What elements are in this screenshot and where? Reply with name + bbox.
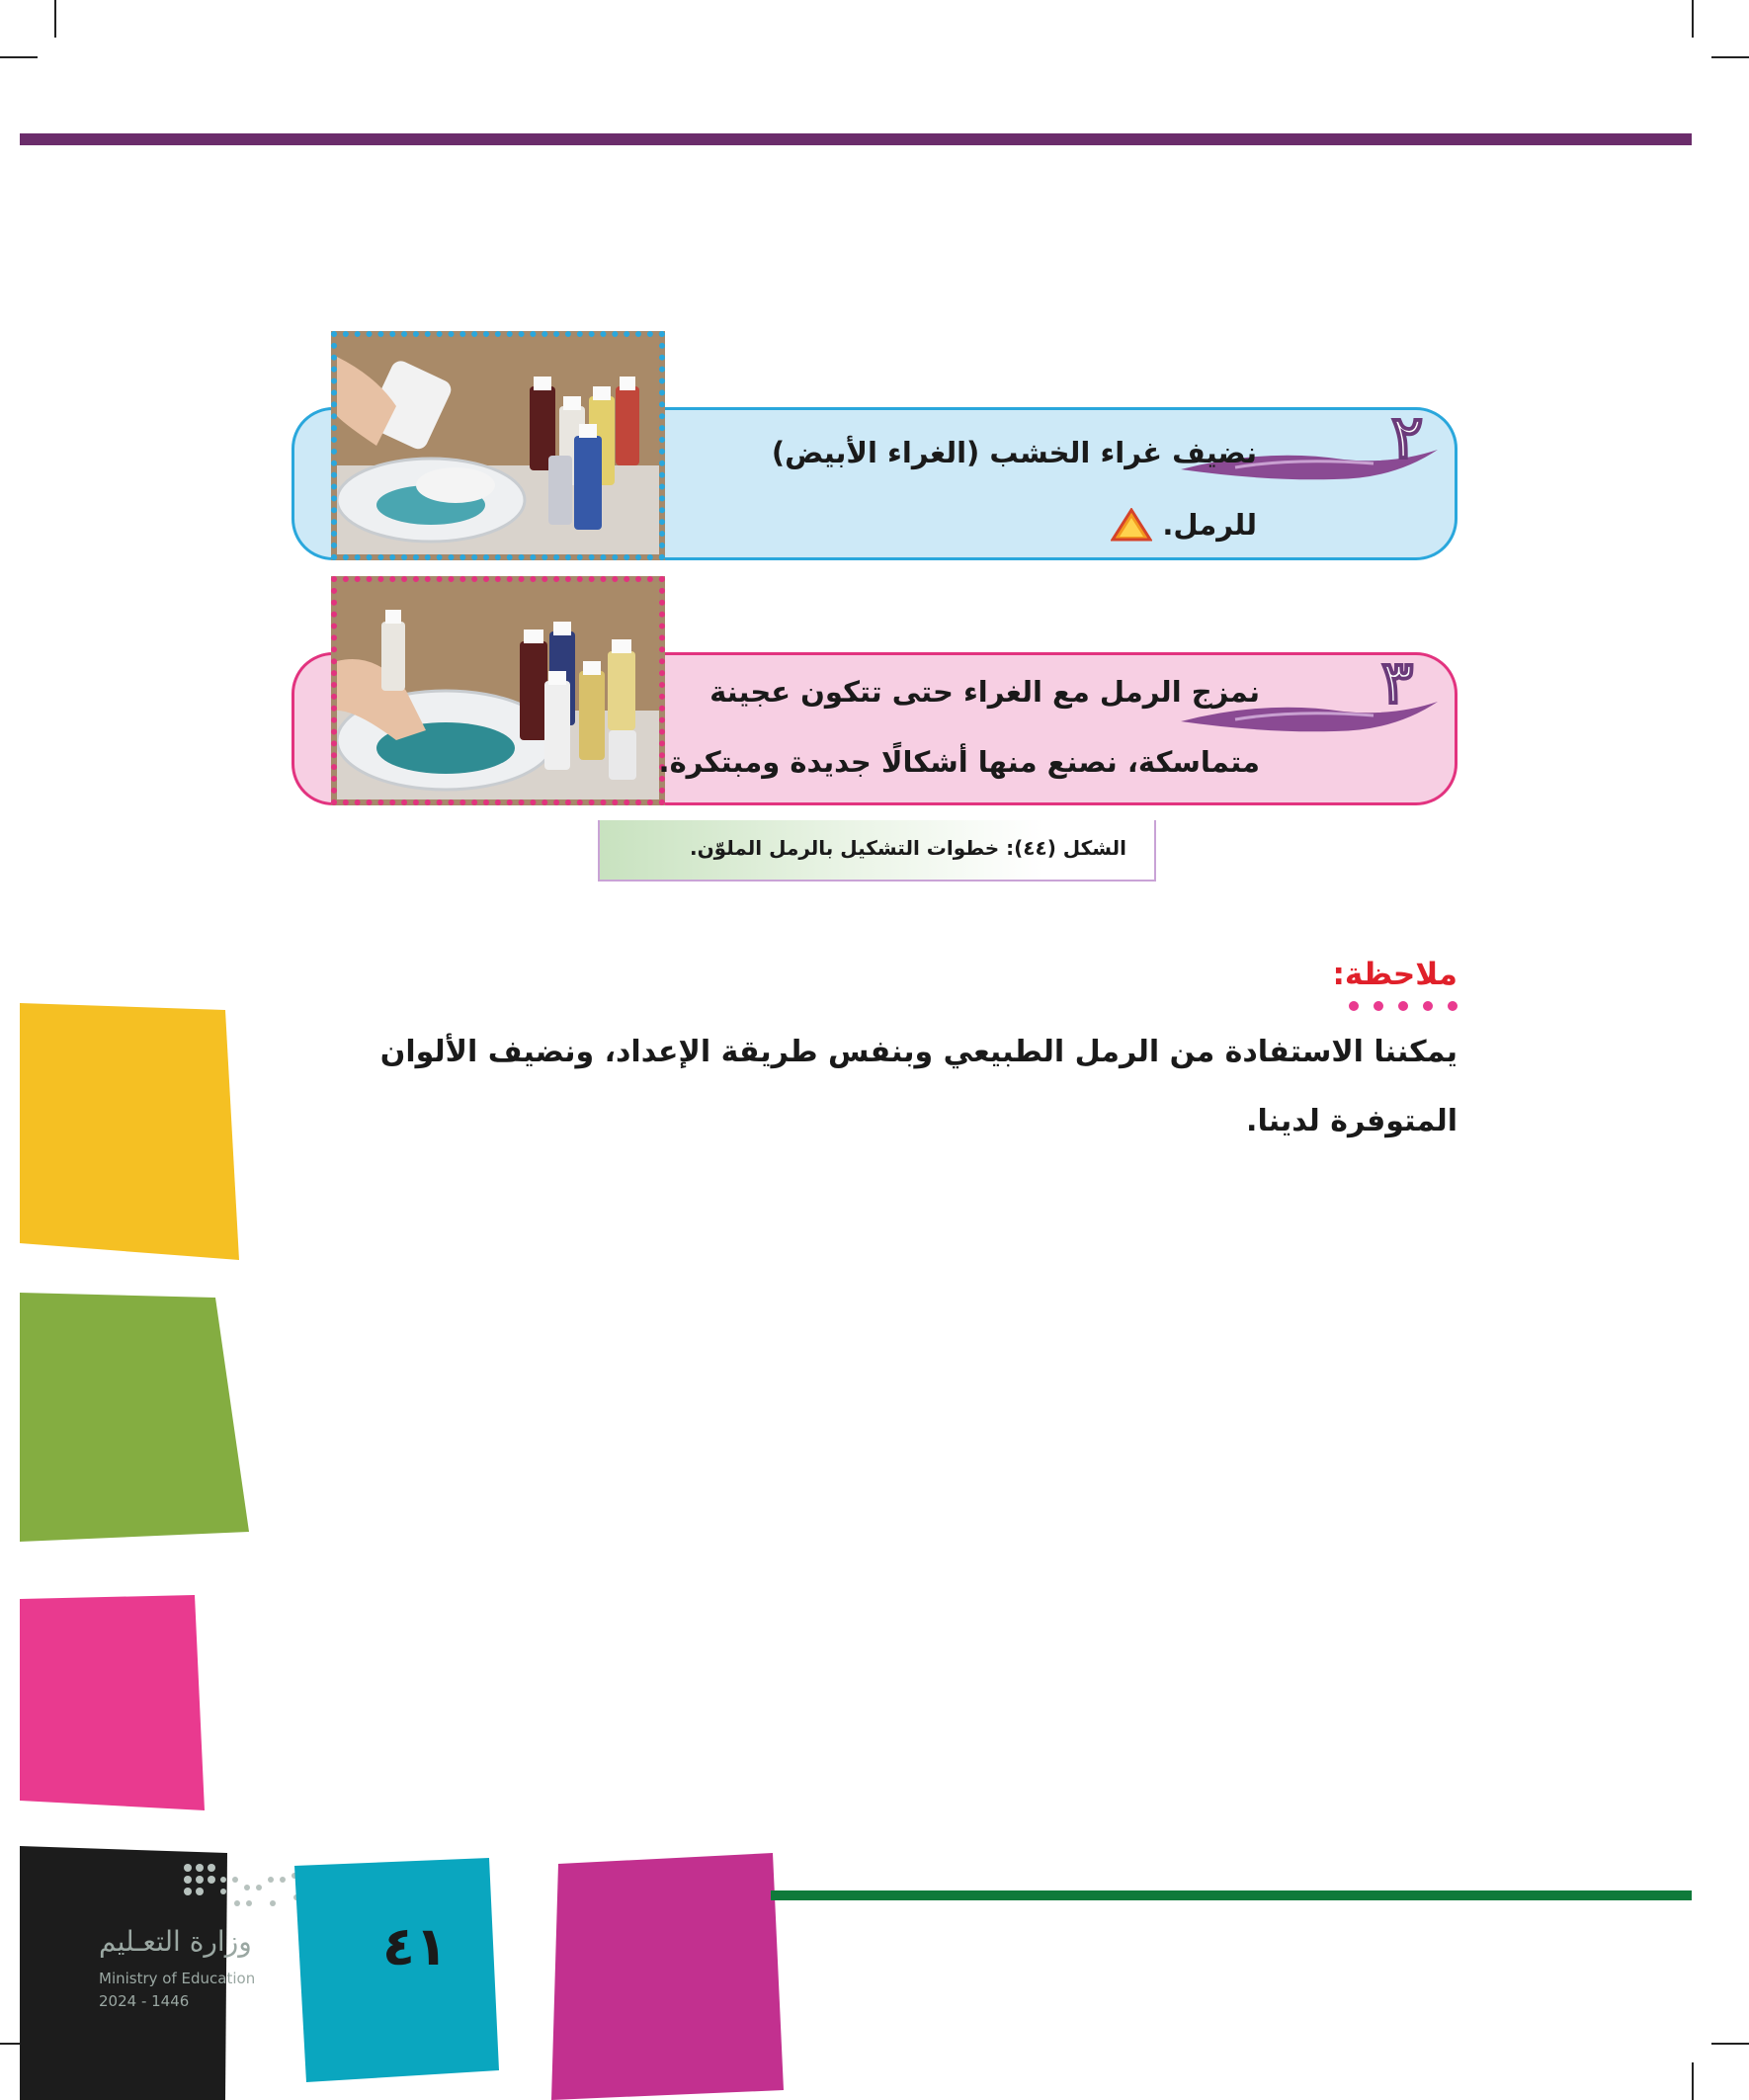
step-3-photo-illustration xyxy=(337,582,659,799)
step-3-number: ٣ xyxy=(1381,648,1414,717)
ministry-name-arabic: وزارة التعـليم xyxy=(99,1925,252,1958)
crop-mark xyxy=(1711,2043,1749,2045)
step-2-line2-row xyxy=(1111,497,1257,552)
note-dots-decoration xyxy=(1344,996,1462,1016)
warning-triangle-icon xyxy=(1111,508,1152,542)
ministry-year: 2024 - 1446 xyxy=(99,1992,190,2010)
ministry-name-english: Ministry of Education xyxy=(99,1970,256,1987)
step-2-text-line2: للرمل. xyxy=(1162,508,1257,542)
note-title: ملاحظة: xyxy=(1332,957,1458,992)
figure-caption-box xyxy=(598,820,1156,882)
step-2-text-line1: نضيف غراء الخشب (الغراء الأبيض) xyxy=(771,436,1257,469)
note-body: يمكننا الاستفادة من الرمل الطبيعي وبنفس طريقة الإعداد، ونضيف الألوان المتوفرة لدينا. xyxy=(379,1035,1458,1138)
figure-caption: الشكل (٤٤): خطوات التشكيل بالرمل الملوّن. xyxy=(690,836,1126,860)
step-2-photo xyxy=(331,331,665,560)
step-3-text-line2: متماسكة، نصنع منها أشكالًا جديدة ومبتكرة. xyxy=(658,745,1260,779)
crop-mark xyxy=(54,0,56,38)
crop-mark xyxy=(1692,0,1694,38)
crop-mark xyxy=(1692,2062,1694,2100)
footer-line xyxy=(771,1890,1692,1900)
header-bar xyxy=(20,133,1692,145)
step-2-photo-illustration xyxy=(337,337,659,554)
step-2-number: ٢ xyxy=(1391,403,1424,472)
crop-mark xyxy=(1711,56,1749,58)
step-3-text-line1: نمزج الرمل مع الغراء حتى تتكون عجينة xyxy=(709,675,1260,709)
page-number: ٤١ xyxy=(382,1915,448,1977)
step-3-photo xyxy=(331,576,665,805)
crop-mark xyxy=(0,56,38,58)
